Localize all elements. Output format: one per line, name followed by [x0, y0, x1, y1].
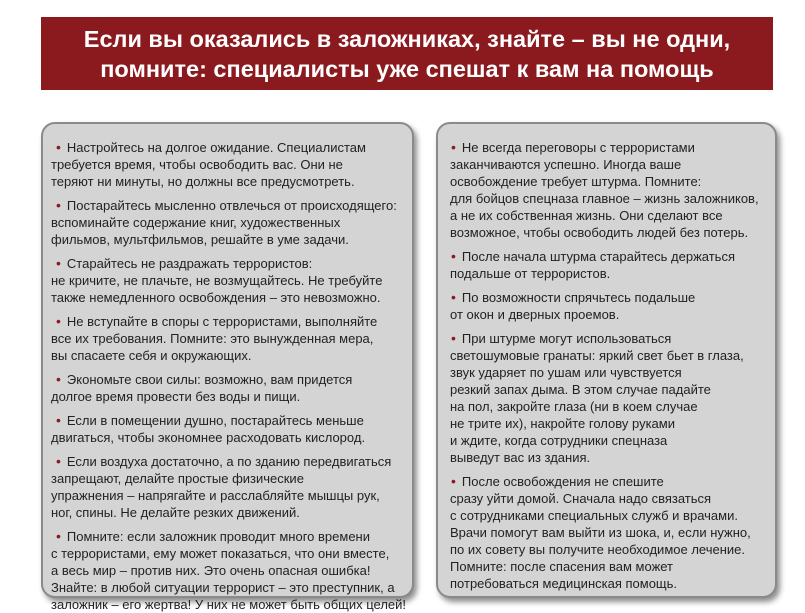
advice-line: [43, 545, 412, 562]
advice-item: [43, 528, 412, 613]
advice-line: [438, 139, 775, 156]
advice-text: звук ударяет по ушам или чувствуется: [450, 365, 682, 380]
advice-text: Постарайтесь мысленно отвлечься от происходящего:: [66, 198, 397, 213]
title-line-1: Если вы оказались в заложниках, знайте – вы не одни,: [83, 25, 731, 52]
advice-line: [43, 412, 412, 429]
advice-line: [43, 371, 412, 388]
advice-line: [438, 173, 775, 190]
advice-line: [438, 190, 775, 207]
advice-line: [438, 398, 775, 415]
advice-text: ног, спины. Не делайте резких движений.: [51, 505, 300, 520]
advice-line: [438, 415, 775, 432]
advice-line: [43, 272, 412, 289]
advice-text: Настройтесь на долгое ожидание. Специалистам: [66, 140, 366, 155]
advice-text: а весь мир – против них. Это очень опасная ошибка!: [51, 563, 371, 578]
advice-line: [43, 156, 412, 173]
advice-text: также немедленного освобождения – это невозможно.: [51, 290, 381, 305]
page-title: [41, 17, 773, 90]
advice-text: на пол, закройте глаза (ни в коем случае: [450, 399, 698, 414]
advice-text: упражнения – напрягайте и расслабляйте мышцы рук,: [51, 488, 380, 503]
advice-text: с террористами, ему может показаться, что они вместе,: [51, 546, 390, 561]
advice-line: [438, 490, 775, 507]
advice-line: [43, 429, 412, 446]
bullet-icon: •: [56, 197, 61, 213]
advice-text: резкий запах дыма. В этом случае падайте: [450, 382, 711, 397]
bullet-icon: •: [451, 248, 456, 264]
advice-line: [438, 541, 775, 558]
bullet-icon: •: [56, 371, 61, 387]
advice-line: [43, 197, 412, 214]
advice-line: [43, 139, 412, 156]
advice-text: При штурме могут использоваться: [461, 331, 672, 346]
advice-item: [438, 139, 775, 241]
right-advice-panel: [436, 122, 777, 598]
advice-text: с сотрудниками специальных служб и врачами.: [450, 508, 738, 523]
advice-text: Если воздуха достаточно, а по зданию передвигаться: [66, 454, 392, 469]
advice-text: заложник – его жертва! У них не может быть общих целей!: [51, 597, 407, 612]
advice-line: [43, 330, 412, 347]
advice-text: и ждите, когда сотрудники спецназа: [450, 433, 668, 448]
advice-text: По возможности спрячьтесь подальше: [461, 290, 696, 305]
advice-item: [438, 473, 775, 592]
advice-line: [43, 347, 412, 364]
bullet-icon: •: [451, 473, 456, 489]
advice-line: [43, 562, 412, 579]
advice-text: по их совету вы получите необходимое лечение.: [450, 542, 745, 557]
advice-text: требуется время, чтобы освободить вас. Они не: [51, 157, 343, 172]
advice-line: [438, 156, 775, 173]
advice-text: долгое время провести без воды и пищи.: [51, 389, 301, 404]
advice-text: не трите их), накройте голову руками: [450, 416, 675, 431]
advice-text: светошумовые гранаты: яркий свет бьет в глаза,: [450, 348, 744, 363]
advice-item: [438, 330, 775, 466]
advice-line: [438, 364, 775, 381]
advice-text: все их требования. Помните: это вынужденная мера,: [51, 331, 374, 346]
advice-text: Помните: после спасения вам может: [450, 559, 674, 574]
bullet-icon: •: [56, 453, 61, 469]
advice-line: [438, 289, 775, 306]
advice-line: [43, 255, 412, 272]
bullet-icon: •: [56, 528, 61, 544]
advice-item: [43, 139, 412, 190]
bullet-icon: •: [56, 412, 61, 428]
advice-text: запрещают, делайте простые физические: [51, 471, 304, 486]
advice-text: подальше от террористов.: [450, 266, 611, 281]
advice-item: [43, 453, 412, 521]
advice-text: вспоминайте содержание книг, художественных: [51, 215, 341, 230]
advice-line: [43, 504, 412, 521]
advice-text: двигаться, чтобы экономнее расходовать кислород.: [51, 430, 366, 445]
advice-item: [43, 313, 412, 364]
advice-text: не кричите, не плачьте, не возмущайтесь. Не требуйте: [51, 273, 383, 288]
advice-line: [438, 381, 775, 398]
bullet-icon: •: [451, 139, 456, 155]
bullet-icon: •: [451, 330, 456, 346]
advice-text: Если в помещении душно, постарайтесь меньше: [66, 413, 364, 428]
advice-text: возможное, чтобы освободить людей без потерь.: [450, 225, 749, 240]
advice-line: [438, 473, 775, 490]
advice-line: [438, 449, 775, 466]
advice-line: [43, 470, 412, 487]
left-advice-panel: [41, 122, 414, 612]
bullet-icon: •: [451, 289, 456, 305]
advice-text: Не вступайте в споры с террористами, выполняйте: [66, 314, 378, 329]
advice-text: Не всегда переговоры с террористами: [461, 140, 695, 155]
advice-line: [43, 528, 412, 545]
advice-line: [43, 214, 412, 231]
advice-text: Помните: если заложник проводит много времени: [66, 529, 370, 544]
advice-line: [43, 388, 412, 405]
advice-line: [438, 575, 775, 592]
advice-line: [438, 432, 775, 449]
advice-text: для бойцов спецназа главное – жизнь заложников,: [450, 191, 759, 206]
bullet-icon: •: [56, 139, 61, 155]
advice-line: [438, 330, 775, 347]
advice-line: [438, 265, 775, 282]
advice-line: [438, 207, 775, 224]
advice-item: [438, 248, 775, 282]
advice-line: [43, 313, 412, 330]
advice-item: [438, 289, 775, 323]
advice-line: [438, 347, 775, 364]
advice-line: [43, 596, 412, 613]
advice-line: [43, 173, 412, 190]
advice-item: [43, 197, 412, 248]
advice-line: [438, 524, 775, 541]
advice-line: [43, 453, 412, 470]
bullet-icon: •: [56, 313, 61, 329]
advice-text: теряют ни минуты, но должны все предусмотреть.: [51, 174, 355, 189]
advice-item: [43, 371, 412, 405]
advice-line: [43, 231, 412, 248]
advice-text: Старайтесь не раздражать террористов:: [66, 256, 313, 271]
advice-line: [438, 248, 775, 265]
advice-item: [43, 412, 412, 446]
title-line-2: помните: специалисты уже спешат к вам на помощь: [100, 55, 714, 82]
advice-text: сразу уйти домой. Сначала надо связаться: [450, 491, 712, 506]
advice-line: [43, 579, 412, 596]
advice-text: фильмов, мультфильмов, решайте в уме задачи.: [51, 232, 349, 247]
advice-line: [438, 558, 775, 575]
advice-text: заканчиваются успешно. Иногда ваше: [450, 157, 682, 172]
advice-text: После освобождения не спешите: [461, 474, 664, 489]
advice-text: потребоваться медицинская помощь.: [450, 576, 677, 591]
advice-item: [43, 255, 412, 306]
advice-text: от окон и дверных проемов.: [450, 307, 620, 322]
advice-line: [438, 306, 775, 323]
advice-text: Знайте: в любой ситуации террорист – это преступник, а: [51, 580, 395, 595]
advice-line: [438, 507, 775, 524]
advice-line: [43, 487, 412, 504]
bullet-icon: •: [56, 255, 61, 271]
advice-text: Экономьте свои силы: возможно, вам придется: [66, 372, 353, 387]
advice-text: Врачи помогут вам выйти из шока, и, если нужно,: [450, 525, 751, 540]
advice-text: освобождение требует штурма. Помните:: [450, 174, 702, 189]
advice-text: а не их собственная жизнь. Они сделают все: [450, 208, 723, 223]
advice-text: выведут вас из здания.: [450, 450, 591, 465]
advice-line: [43, 289, 412, 306]
advice-text: После начала штурма старайтесь держаться: [461, 249, 735, 264]
advice-text: вы спасаете себя и окружающих.: [51, 348, 252, 363]
advice-line: [438, 224, 775, 241]
